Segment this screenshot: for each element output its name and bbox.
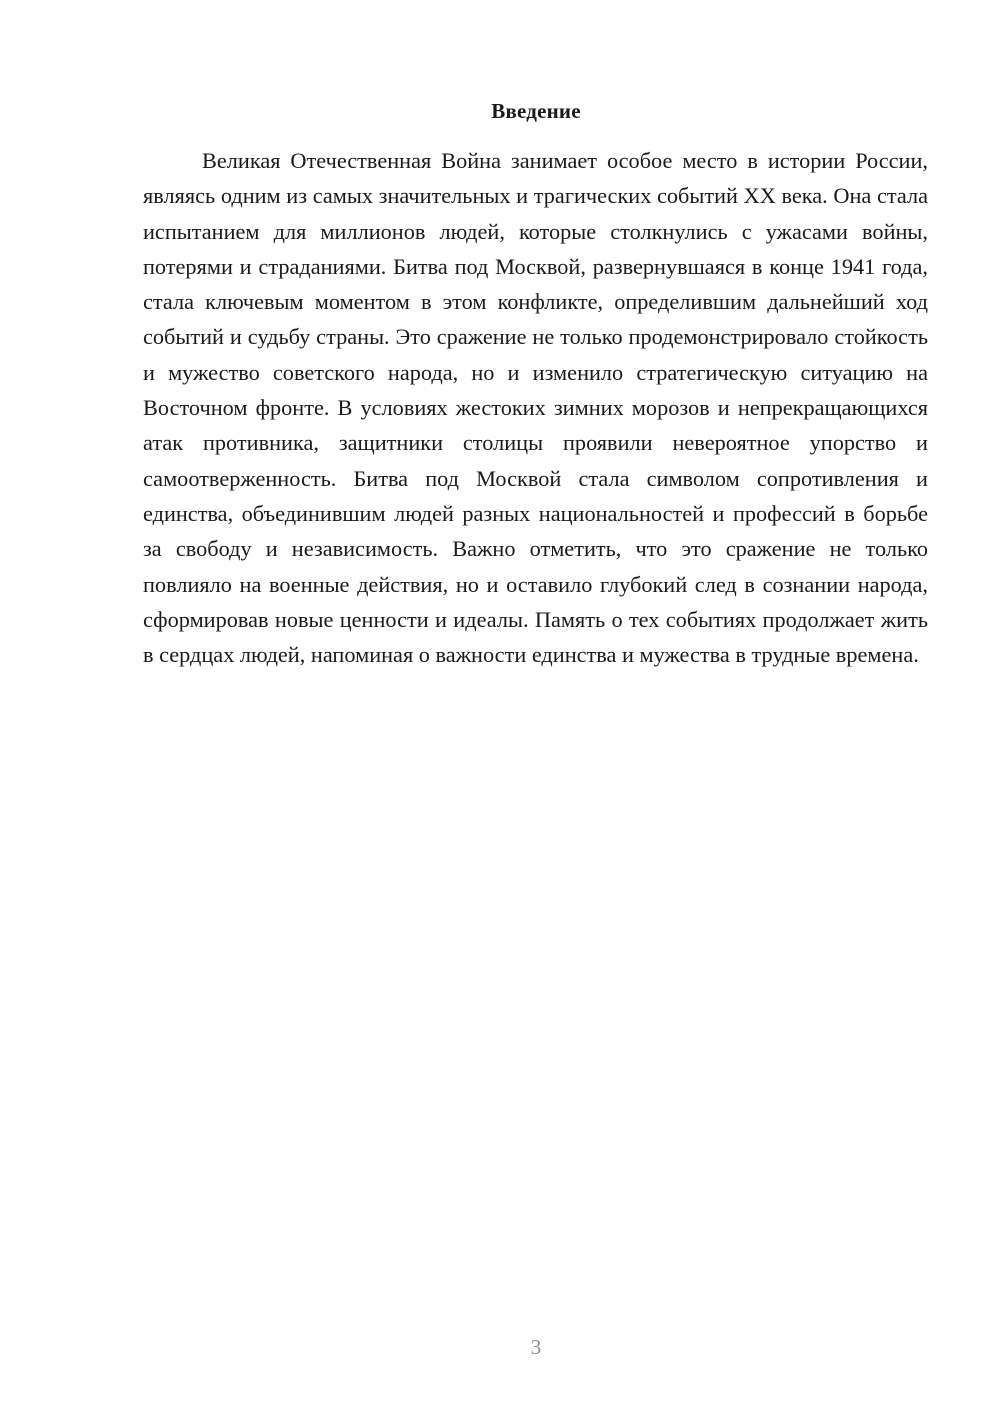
- page-number: 3: [530, 1335, 542, 1359]
- body-paragraph: Великая Отечественная Война занимает особое место в истории России, являясь одним из самых значительных и трагических событий XX века. Она стала испытанием для миллионов людей, которые столкнулись с ужасами войны, потерями и страданиями. Битва под Москвой, развернувшаяся в конце 1941 года, стала ключевым моментом в этом конфликте, определившим дальнейший ход событий и судьбу страны. Это сражение не только продемонстрировало стойкость и мужество советского народа, но и изменило стратегическую ситуацию на Восточном фронте. В условиях жестоких зимних морозов и непрекращающихся атак противника, защитники столицы проявили невероятное упорство и самоотверженность. Битва под Москвой стала символом сопротивления и единства, объединившим людей разных национальностей и профессий в борьбе за свободу и независимость. Важно отметить, что это сражение не только повлияло на военные действия, но и оставило глубокий след в сознании народа, сформировав новые ценности и идеалы. Память о тех событиях продолжает жить в сердцах людей, напоминая о важности единства и мужества в трудные времена.: [143, 148, 928, 668]
- section-heading: Введение: [491, 99, 581, 123]
